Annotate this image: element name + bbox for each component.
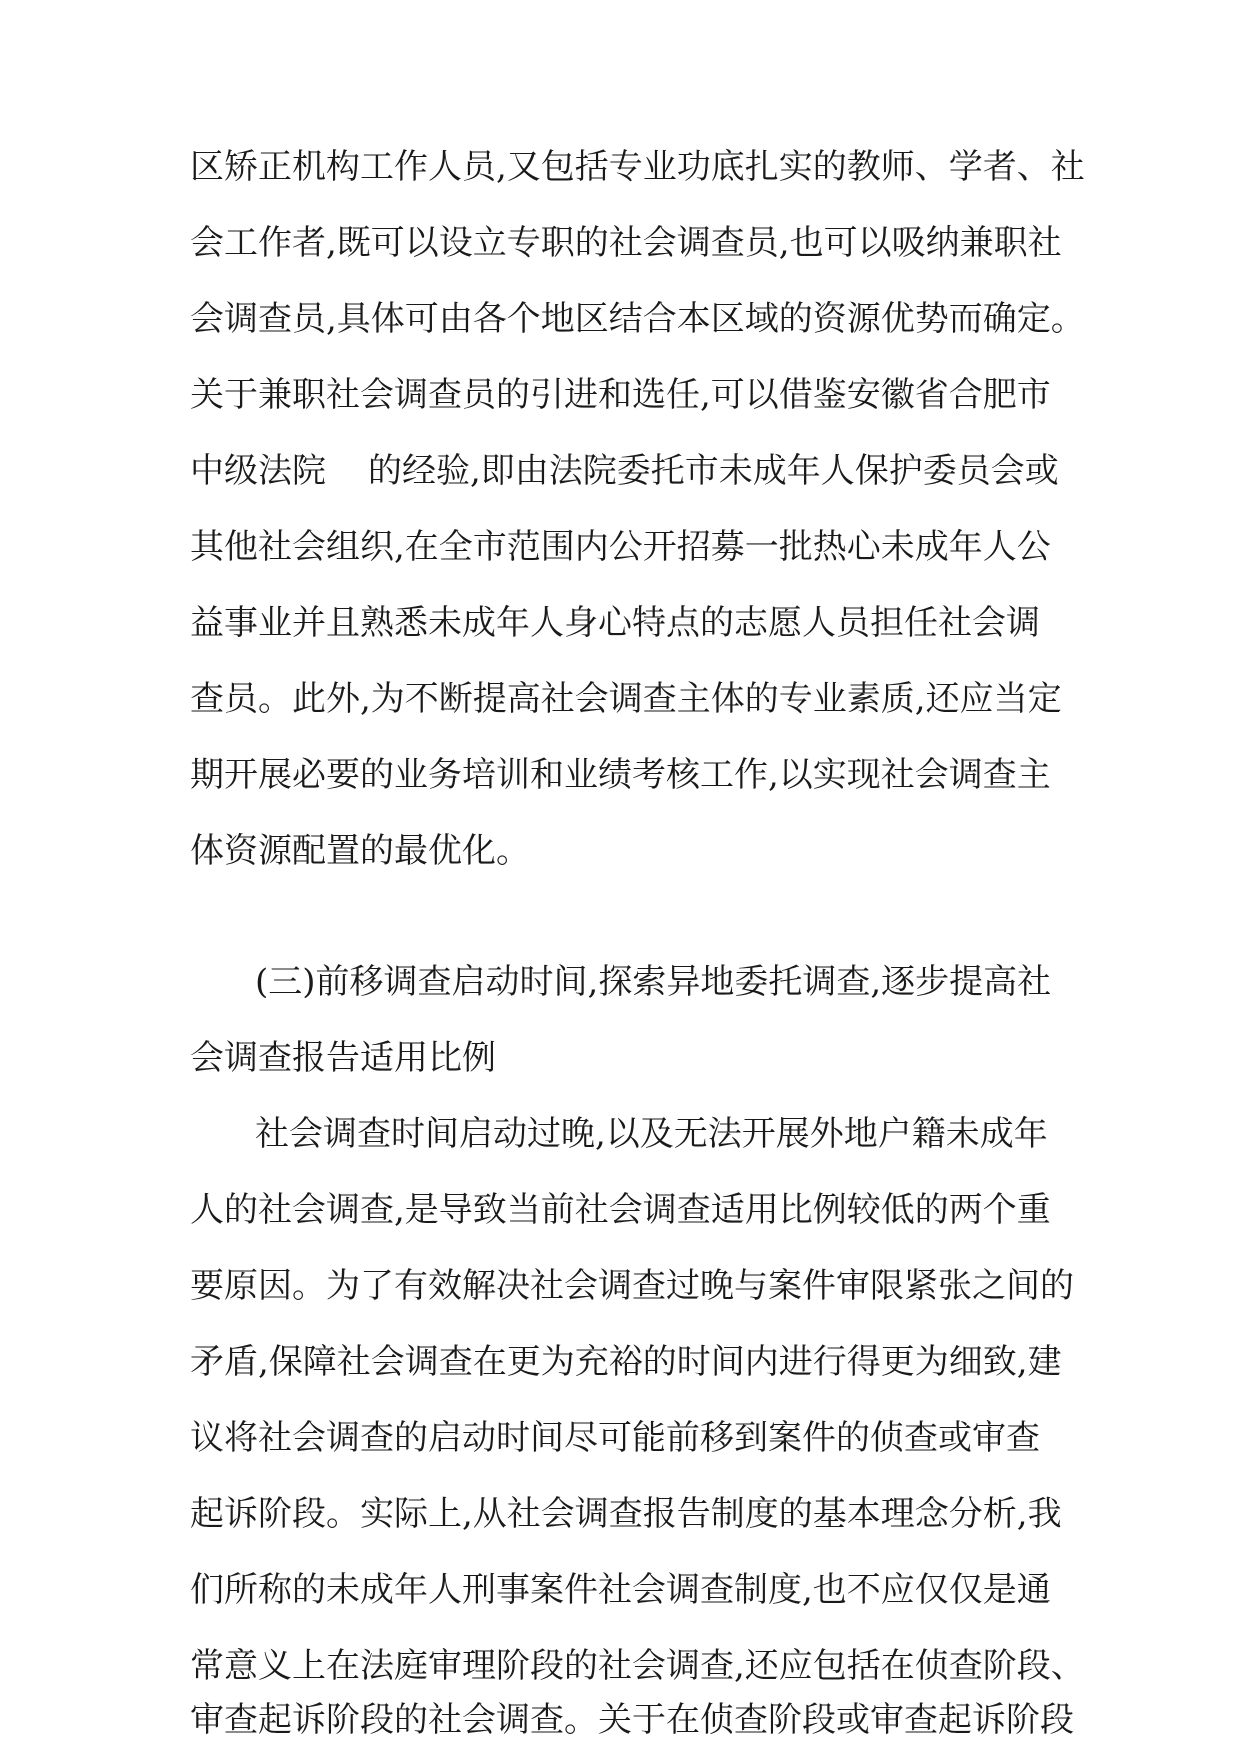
paragraph-2-line-6: 起诉阶段。实际上,从社会调查报告制度的基本理念分析,我 [190,1494,1062,1534]
paragraph-2-line-1: 社会调查时间启动过晚,以及无法开展外地户籍未成年 [255,1114,1048,1154]
paragraph-1-line-6: 其他社会组织,在全市范围内公开招募一批热心未成年人公 [190,527,1051,567]
paragraph-2-line-2: 人的社会调查,是导致当前社会调查适用比例较低的两个重 [190,1190,1051,1230]
paragraph-2-line-5: 议将社会调查的启动时间尽可能前移到案件的侦查或审查 [190,1418,1040,1458]
paragraph-1-line-4: 关于兼职社会调查员的引进和选任,可以借鉴安徽省合肥市 [190,375,1051,415]
section-heading-line-1: (三)前移调查启动时间,探索异地委托调查,逐步提高社 [255,962,1052,1002]
court-experience: 的经验,即由法院委托市未成年人保护委员会或 [368,451,1059,491]
paragraph-1-line-3: 会调查员,具体可由各个地区结合本区域的资源优势而确定。 [190,299,1085,339]
paragraph-1-line-8: 查员。此外,为不断提高社会调查主体的专业素质,还应当定 [190,679,1062,719]
paragraph-2-line-4: 矛盾,保障社会调查在更为充裕的时间内进行得更为细致,建 [190,1342,1062,1382]
paragraph-1-line-9: 期开展必要的业务培训和业绩考核工作,以实现社会调查主 [190,755,1051,795]
paragraph-2-line-9: 审查起诉阶段的社会调查。关于在侦查阶段或审查起诉阶段 [190,1700,1074,1740]
paragraph-2-line-8: 常意义上在法庭审理阶段的社会调查,还应包括在侦查阶段、 [190,1646,1085,1686]
paragraph-1-line-2: 会工作者,既可以设立专职的社会调查员,也可以吸纳兼职社 [190,223,1062,263]
paragraph-1-line-10: 体资源配置的最优化。 [190,831,530,871]
paragraph-1-line-5 [190,451,1059,491]
paragraph-1-line-1: 区矫正机构工作人员,又包括专业功底扎实的教师、学者、社 [190,147,1085,187]
court-name: 中级法院 [190,451,326,491]
paragraph-2-line-7: 们所称的未成年人刑事案件社会调查制度,也不应仅仅是通 [190,1570,1051,1610]
section-heading-line-2: 会调查报告适用比例 [190,1038,496,1078]
paragraph-1-line-7: 益事业并且熟悉未成年人身心特点的志愿人员担任社会调 [190,603,1040,643]
paragraph-2-line-3: 要原因。为了有效解决社会调查过晚与案件审限紧张之间的 [190,1266,1074,1306]
